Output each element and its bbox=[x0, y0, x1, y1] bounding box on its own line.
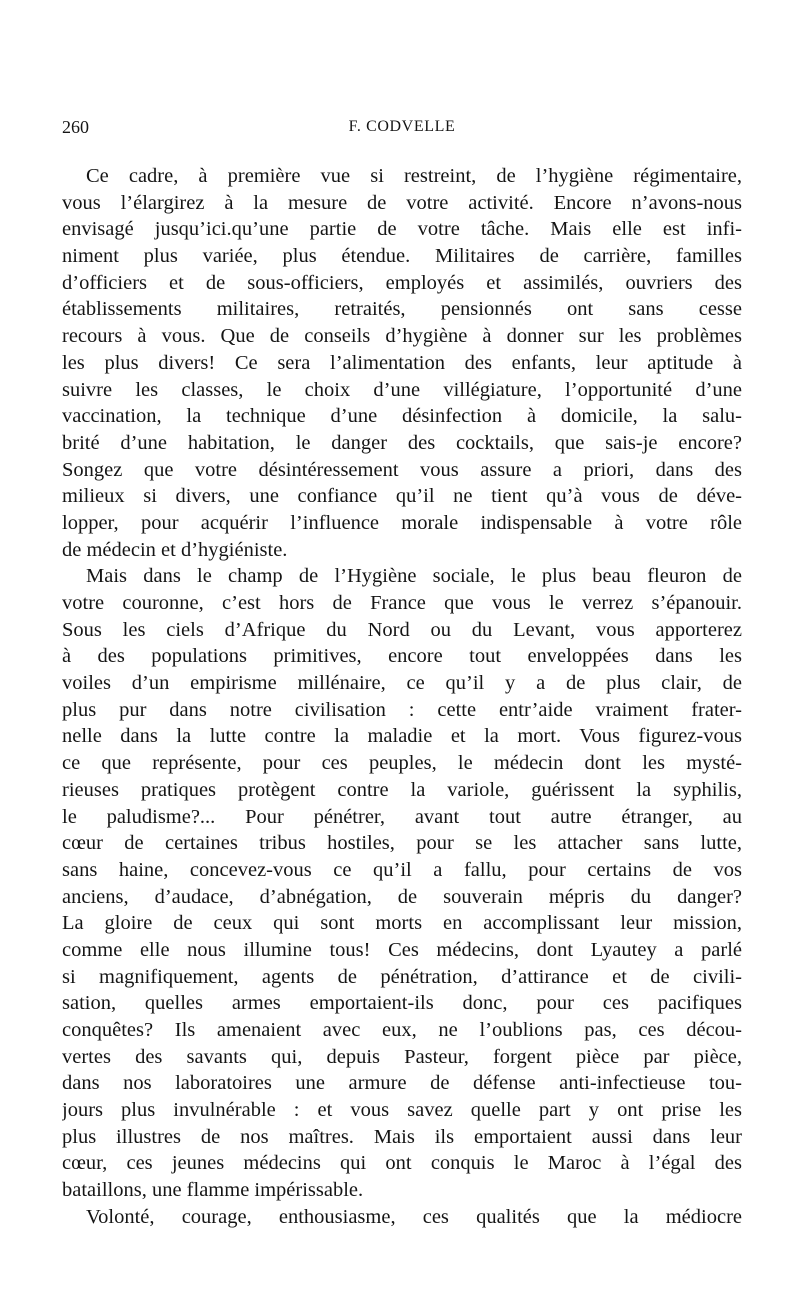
text-line: bataillons, une flamme impérissable. bbox=[62, 1179, 364, 1202]
text-line: comme elle nous illumine tous! Ces médecins, dont Lyautey a parlé bbox=[62, 938, 742, 961]
text-line: Sous les ciels d’Afrique du Nord ou du Levant, vous apporterez bbox=[62, 618, 742, 641]
text-line: plus pur dans notre civilisation : cette entr’aide vraiment frater- bbox=[62, 698, 742, 721]
text-line: suivre les classes, le choix d’une villégiature, l’opportunité d’une bbox=[62, 378, 742, 401]
text-line: Mais dans le champ de l’Hygiène sociale, le plus beau fleuron de bbox=[86, 565, 742, 588]
text-line: sation, quelles armes emportaient-ils donc, pour ces pacifiques bbox=[62, 992, 742, 1015]
text-line: votre couronne, c’est hors de France que vous le verrez s’épanouir. bbox=[62, 592, 742, 614]
text-line: Songez que votre désintéressement vous assure a priori, dans des bbox=[62, 458, 742, 481]
text-line: le paludisme?... Pour pénétrer, avant tout autre étranger, au bbox=[62, 805, 742, 828]
text-line: Ce cadre, à première vue si restreint, de l’hygiène régimentaire, bbox=[86, 165, 742, 187]
text-line: conquêtes? Ils amenaient avec eux, ne l’oublions pas, ces décou- bbox=[62, 1019, 742, 1041]
text-line: cœur, ces jeunes médecins qui ont conquis le Maroc à l’égal des bbox=[62, 1152, 742, 1175]
paragraph-2 bbox=[62, 563, 742, 1204]
paragraph-1 bbox=[62, 163, 742, 563]
text-line: les plus divers! Ce sera l’alimentation des enfants, leur aptitude à bbox=[62, 351, 742, 374]
text-line: ce que représente, pour ces peuples, le médecin dont les mysté- bbox=[62, 752, 742, 775]
text-line: brité d’une habitation, le danger des cocktails, que sais-je encore? bbox=[62, 431, 742, 454]
running-head bbox=[62, 114, 742, 140]
text-line: envisagé jusqu’ici.qu’une partie de votre tâche. Mais elle est infi- bbox=[62, 218, 742, 241]
text-line: voiles d’un empirisme millénaire, ce qu’il y a de plus clair, de bbox=[62, 672, 742, 695]
text-line: d’officiers et de sous-officiers, employés et assimilés, ouvriers des bbox=[62, 271, 742, 294]
text-line: sans haine, concevez-vous ce qu’il a fallu, pour certains de vos bbox=[62, 858, 742, 881]
page-number: 260 bbox=[62, 117, 89, 137]
running-title: F. CODVELLE bbox=[348, 118, 456, 135]
text-line: vaccination, la technique d’une désinfection à domicile, la salu- bbox=[62, 405, 742, 428]
text-line: Volonté, courage, enthousiasme, ces qualités que la médiocre bbox=[86, 1205, 742, 1228]
text-line: si magnifiquement, agents de pénétration, d’attirance et de civili- bbox=[62, 965, 742, 988]
text-line: rieuses pratiques protègent contre la variole, guérissent la syphilis, bbox=[62, 778, 742, 801]
text-line: dans nos laboratoires une armure de défense anti-infectieuse tou- bbox=[62, 1072, 742, 1095]
text-line: à des populations primitives, encore tout enveloppées dans les bbox=[62, 645, 742, 668]
text-line: lopper, pour acquérir l’influence morale indispensable à votre rôle bbox=[62, 511, 742, 534]
text-line: jours plus invulnérable : et vous savez quelle part y ont prise les bbox=[62, 1099, 742, 1122]
text-line: milieux si divers, une confiance qu’il ne tient qu’à vous de déve- bbox=[62, 485, 742, 508]
text-line: vertes des savants qui, depuis Pasteur, forgent pièce par pièce, bbox=[62, 1045, 742, 1068]
text-line: de médecin et d’hygiéniste. bbox=[62, 538, 288, 561]
text-line: vous l’élargirez à la mesure de votre activité. Encore n’avons-nous bbox=[62, 191, 742, 214]
text-line: anciens, d’audace, d’abnégation, de souverain mépris du danger? bbox=[62, 885, 742, 908]
text-line: recours à vous. Que de conseils d’hygiène à donner sur les problèmes bbox=[62, 325, 742, 348]
paragraph-3 bbox=[62, 1204, 742, 1231]
text-line: La gloire de ceux qui sont morts en accomplissant leur mission, bbox=[62, 912, 742, 935]
text-line: cœur de certaines tribus hostiles, pour se les attacher sans lutte, bbox=[62, 832, 742, 855]
text-line: plus illustres de nos maîtres. Mais ils emportaient aussi dans leur bbox=[62, 1125, 742, 1148]
body-text bbox=[62, 163, 742, 1231]
text-line: établissements militaires, retraités, pensionnés ont sans cesse bbox=[62, 298, 742, 321]
text-line: nelle dans la lutte contre la maladie et la mort. Vous figurez-vous bbox=[62, 725, 742, 748]
text-line: niment plus variée, plus étendue. Militaires de carrière, familles bbox=[62, 245, 742, 268]
